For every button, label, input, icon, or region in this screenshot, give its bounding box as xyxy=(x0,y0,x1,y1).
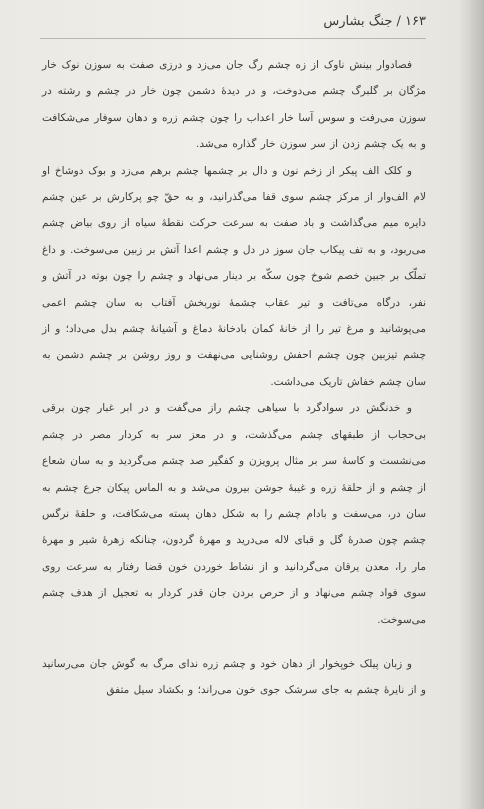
header-divider xyxy=(40,38,426,39)
running-header: ۱۶۳ / جنگ بشارس xyxy=(323,14,426,29)
body-text xyxy=(42,52,426,704)
paragraph: و خدنگش در سوادگرد با سیاهی چشم راز می‌گفت و در ابر غبار چون برقی بی‌حجاب از طبقهای چشم می‌گذشت، و در معز سر به کردار مصر در چشم می‌نشست و کاسهٔ سر بر مثال پرویزن و کفگیر صد چشم می‌گردید و به سان شعاع از چشم و از حلقهٔ زره و غیبهٔ جوشن بیرون می‌شد و به الماس پیکان جرع چشم به سان در، می‌سفت و بادام چشم را به شکل دهان پسته می‌شکافت، و حلقهٔ نرگس چشم چون صدرهٔ گل و قبای لاله می‌درید و مهرهٔ گردون، چنانکه زهرهٔ شیر و مهرهٔ مار را، معدن یرقان می‌گردانید و از نشاط خوردن خون قضا رفتار به سرعت روی سوی فواد چشم می‌نهاد و از حرص بردن جان قدر کردار به تعجیل از هدف چشم می‌سوخت. xyxy=(42,402,426,626)
paragraph: و زبان پیلک خوپخوار از دهان خود و چشم زره ندای مرگ به گوش جان می‌رسانید و از نایرهٔ چشم به جای سرشک جوی خون می‌راند؛ و بکشاد سیل متفق xyxy=(42,657,426,697)
paragraph: و کلک الف پیکر از زخم نون و دال بر چشمها چشم برهم می‌زد و بوک دوشاخ او لام الف‌وار از مرکز چشم سوی قفا می‌گذرانید، و به حقّ چو پرکارش بر عین چشم دایره میم می‌گذاشت و باد صفت به سرعت حرکت نقطهٔ سیاه از روی بیاض چشم می‌ربود، و به تف پیکاب جان سوز در دل و چشم اعدا آتش بر زبین می‌سوخت. و داغ تملّک بر جبین خصم شوخ چون سکّه بر دینار می‌نهاد و چشم را چون بوته در آتش و نفر، درگاه می‌تافت و تیر عقاب چشمهٔ نوربخش آفتاب به سان چشم اعمی می‌پوشانید و مرغ تیر را از خانهٔ کمان بادخانهٔ دماغ و آشیانهٔ چشم بدل می‌داد؛ و از چشم تیزبین چون چشم احفش روشنایی می‌نهفت و روز روشن بر چشم دشمن به سان چشم خفاش تاریک می‌داشت. xyxy=(42,164,426,388)
paragraph: فصادوار بینش ناوک از زه چشم رگ جان می‌زد و درزی صفت به سوزن نوک خار مژگان بر گلبرگ چشم می‌دوخت، و در دیدهٔ دشمن چون خار در چشم و رشته در سوزن می‌رفت و سوس آسا خار اعداب را چون چشم زره و دهان سوفار می‌شکافت و به یک چشم زدن از سر سوزن خار گذاره می‌شد. xyxy=(42,59,426,151)
page-binding-shadow xyxy=(458,0,484,809)
